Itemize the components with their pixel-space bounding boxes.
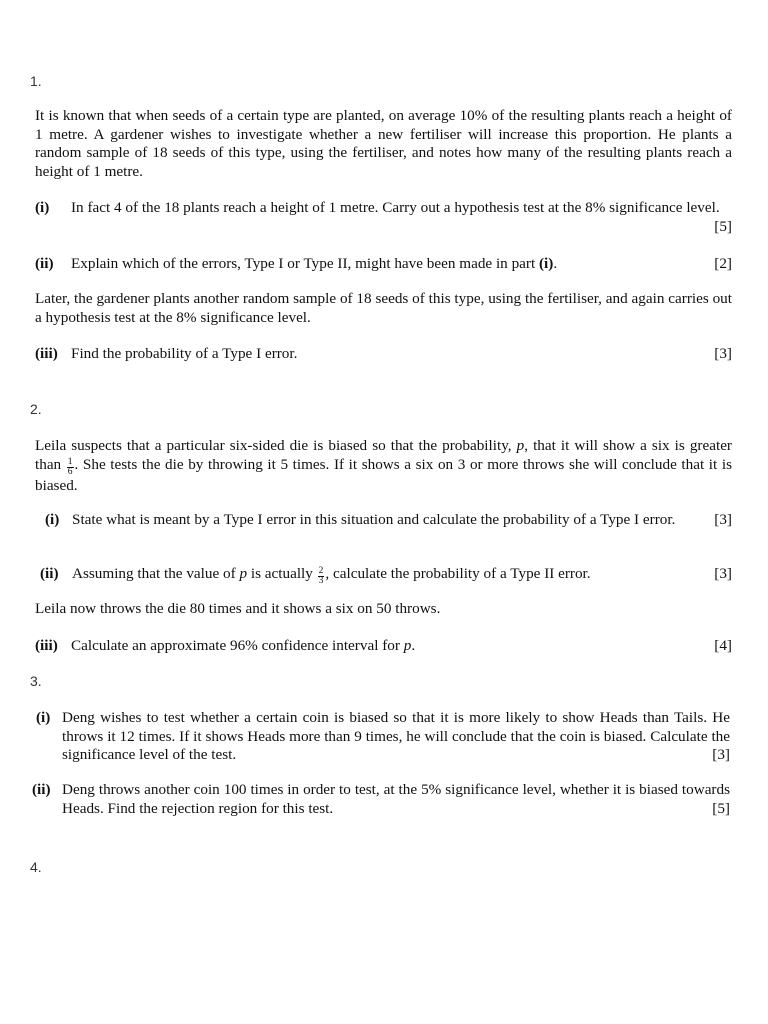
q2-part-i-marks: [3]: [714, 511, 732, 528]
question-4-number: 4.: [30, 859, 42, 875]
q2-intro-frac-num: 1: [67, 456, 73, 467]
question-2-number: 2.: [30, 401, 42, 417]
q2-intro-c: . She tests the die by throwing it 5 times. If it shows a six on 3 or more throws she will conclude that it is biased.: [35, 455, 732, 494]
q2-part-iii-label: (iii): [35, 637, 58, 654]
q2-part-ii-fraction: [318, 567, 325, 586]
q2-part-iii-b: .: [411, 637, 416, 654]
q2-part-i-body: State what is meant by a Type I error in this situation and calculate the probability of a Type I error.: [72, 511, 676, 528]
q2-intro-a: Leila suspects that a particular six-sided die is biased so that the probability,: [35, 437, 517, 454]
q1-part-ii-body: Explain which of the errors, Type I or Type II, might have been made in part: [71, 255, 539, 272]
q1-part-iii-label: (iii): [35, 345, 58, 362]
q2-part-ii-frac-num: 2: [318, 566, 324, 576]
q3-part-ii-label: (ii): [32, 781, 51, 798]
q3-part-i-marks: [3]: [712, 746, 730, 763]
q1-part-ii-text: [71, 255, 732, 274]
question-2-intro: [35, 437, 732, 495]
q3-part-i-text: [62, 709, 730, 765]
q1-part-i-label: (i): [35, 199, 50, 216]
q2-part-iii-var: p: [403, 637, 412, 654]
q2-part-ii-a: Assuming that the value of: [72, 565, 240, 582]
q3-part-i-label: (i): [36, 709, 51, 726]
q2-part-i-text: [72, 511, 732, 530]
q2-part-iii-marks: [4]: [714, 637, 732, 654]
q1-part-ii-label: (ii): [35, 255, 54, 272]
q2-part-ii-frac-den: 3: [318, 576, 324, 586]
q2-intro-fraction: [67, 458, 74, 477]
q3-part-ii-text: [62, 781, 730, 818]
question-1-later: Later, the gardener plants another random sample of 18 seeds of this type, using the fertiliser, and again carries out a hypothesis test at the 8% significance level.: [35, 290, 732, 326]
q3-part-i-body: Deng wishes to test whether a certain coin is biased so that it is more likely to show Heads than Tails. He throws it 12 times. If it shows Heads more than 9 times, he will conclude that the coin is biased. Calculate the significance level of the test.: [62, 709, 730, 763]
q2-part-ii-marks: [3]: [714, 565, 732, 582]
question-1-intro: It is known that when seeds of a certain type are planted, on average 10% of the resulting plants reach a height of 1 metre. A gardener wishes to investigate whether a new fertiliser will increase this proportion. He plants a random sample of 18 seeds of this type, using the fertiliser, and notes how many of the resulting plants reach a height of 1 metre.: [35, 107, 732, 180]
q1-part-iii-text: [71, 345, 732, 364]
question-2-later: Leila now throws the die 80 times and it shows a six on 50 throws.: [35, 600, 441, 617]
q2-part-i-label: (i): [45, 511, 60, 528]
q2-part-ii-var: p: [239, 565, 248, 582]
q2-intro-var: p: [516, 437, 525, 454]
q3-part-ii-body: Deng throws another coin 100 times in order to test, at the 5% significance level, whether it is biased towards Heads. Find the rejection region for this test.: [62, 781, 730, 817]
q1-part-i-body: In fact 4 of the 18 plants reach a height of 1 metre. Carry out a hypothesis test at the 8% significance level.: [71, 199, 720, 216]
q2-part-ii-label: (ii): [40, 565, 59, 582]
q2-intro-frac-den: 6: [67, 466, 73, 477]
q1-part-iii-marks: [3]: [714, 345, 732, 362]
q2-intro-b: , that it will show a six is greater than: [35, 437, 732, 473]
q2-part-iii-text: [71, 637, 732, 656]
q1-part-i-text: [71, 199, 732, 236]
question-1-number: 1.: [30, 73, 42, 89]
question-3-number: 3.: [30, 673, 42, 689]
q2-part-ii-text: [72, 565, 732, 586]
q1-part-ii-end: .: [553, 255, 558, 272]
q1-part-iii-body: Find the probability of a Type I error.: [71, 345, 298, 362]
q3-part-ii-marks: [5]: [712, 799, 730, 817]
q2-part-iii-a: Calculate an approximate 96% confidence interval for: [71, 637, 404, 654]
q1-part-ii-marks: [2]: [714, 255, 732, 272]
q1-part-i-marks: [5]: [714, 217, 732, 235]
q1-part-ii-ref: (i): [538, 255, 554, 272]
q2-part-ii-b: is actually: [247, 565, 317, 582]
q2-part-ii-c: , calculate the probability of a Type II error.: [325, 565, 591, 582]
